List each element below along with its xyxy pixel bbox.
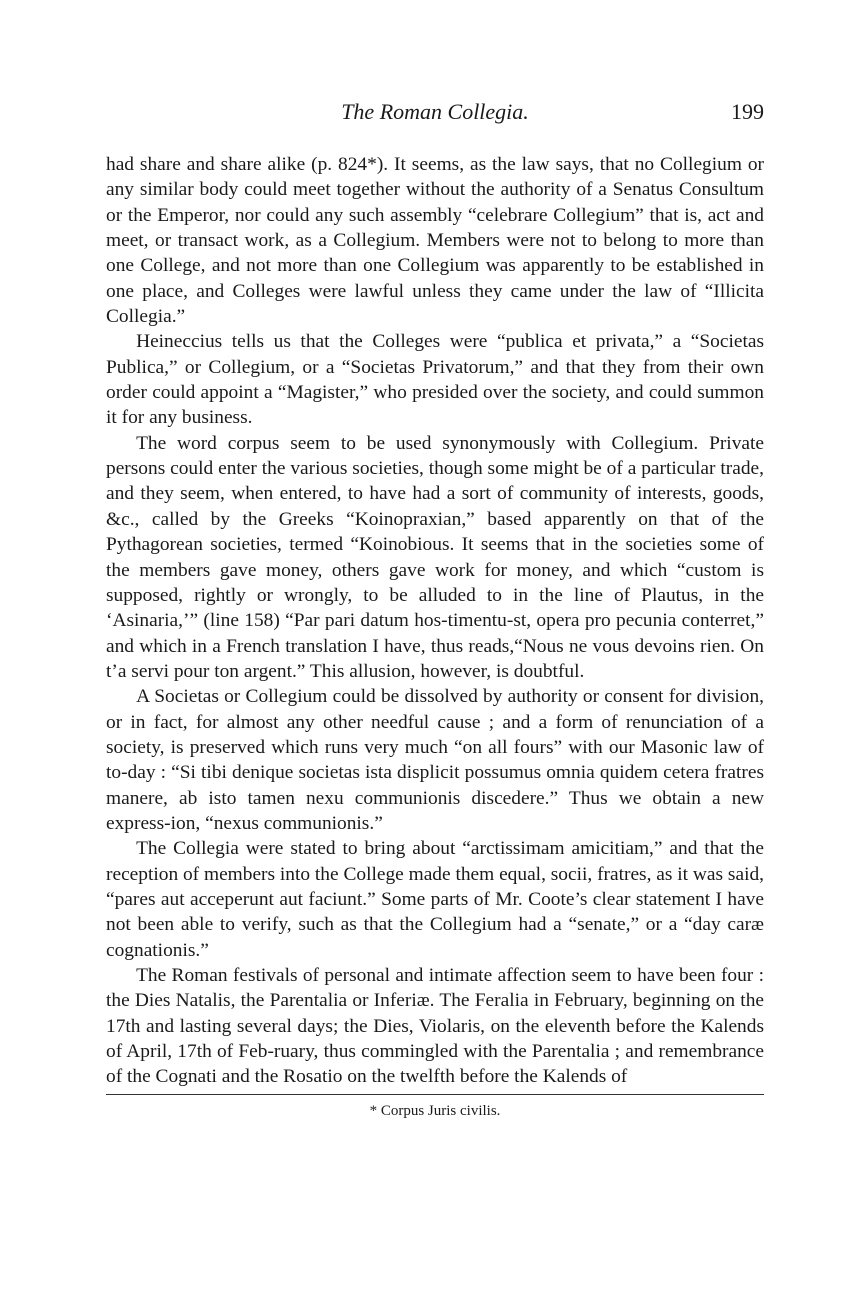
paragraph-2: Heineccius tells us that the Colleges were “publica et privata,” a “Societas Publica,” or Collegium, or a “Societas Privatorum,” and that they from their own order could appoint a “Magister,” who presided over the society, and could summon it for any business.: [106, 331, 764, 429]
footnote-rule: [106, 1094, 764, 1095]
paragraph-1: had share and share alike (p. 824*). It seems, as the law says, that no Collegium or any similar body could meet together without the authority of a Senatus Consultum or the Emperor, nor could any such assembly “celebrare Collegium” that is, act and meet, or transact work, as a Collegium. Members were not to belong to more than one College, and not more than one Collegium was apparently to be established in one place, and Colleges were lawful unless they came under the law of “Illicita Collegia.”: [106, 154, 764, 328]
footnote: * Corpus Juris civilis.: [369, 1102, 501, 1119]
paragraph-6: The Roman festivals of personal and intimate affection seem to have been four : the Dies Natalis, the Parentalia or Inferiæ. The Feralia in February, beginning on the 17th and lasting several days; the Dies, Violaris, on the eleventh before the Kalends of April, 17th of Feb-ruary, thus commingled with the Parentalia ; and remembrance of the Cognati and the Rosatio on the twelfth before the Kalends of: [106, 965, 764, 1088]
page-header: [106, 98, 764, 138]
book-page: [106, 98, 764, 1121]
page-number: 199: [731, 99, 764, 124]
paragraph-3: The word corpus seem to be used synonymously with Collegium. Private persons could enter the various societies, though some might be of a particular trade, and they seem, when entered, to have had a sort of community of interests, goods, &c., called by the Greeks “Koinopraxian,” based apparently on that of the Pythagorean societies, termed “Koinobious. It seems that in the societies some of the members gave money, others gave work for money, and which “custom is supposed, rightly or wrongly, to be alluded to in the line of Plautus, in the ‘Asinaria,’” (line 158) “Par pari datum hos-timentu-st, opera pro pecunia conterret,” and which in a French translation I have, thus reads,“Nous ne vous devoins rien. On t’a servi pour ton argent.” This allusion, however, is doubtful.: [106, 432, 764, 682]
paragraph-5: The Collegia were stated to bring about “arctissimam amicitiam,” and that the reception of members into the College made them equal, socii, fratres, as it was said, “pares aut acceperunt aut faciunt.” Some parts of Mr. Coote’s clear statement I have not been able to verify, such as that the Collegium had a “senate,” or a “day caræ cognationis.”: [106, 838, 765, 961]
running-title: The Roman Collegia.: [341, 99, 529, 124]
body-text: [106, 152, 764, 1090]
paragraph-4: A Societas or Collegium could be dissolved by authority or consent for division, or in fact, for almost any other needful cause ; and a form of renunciation of a society, is preserved which runs very much “on all fours” with our Masonic law of to-day : “Si tibi denique societas ista displicit possumus omnia quidem cetera fratres manere, ab isto tamen nexu communionis discedere.” Thus we obtain a new express-ion, “nexus communionis.”: [106, 686, 764, 834]
